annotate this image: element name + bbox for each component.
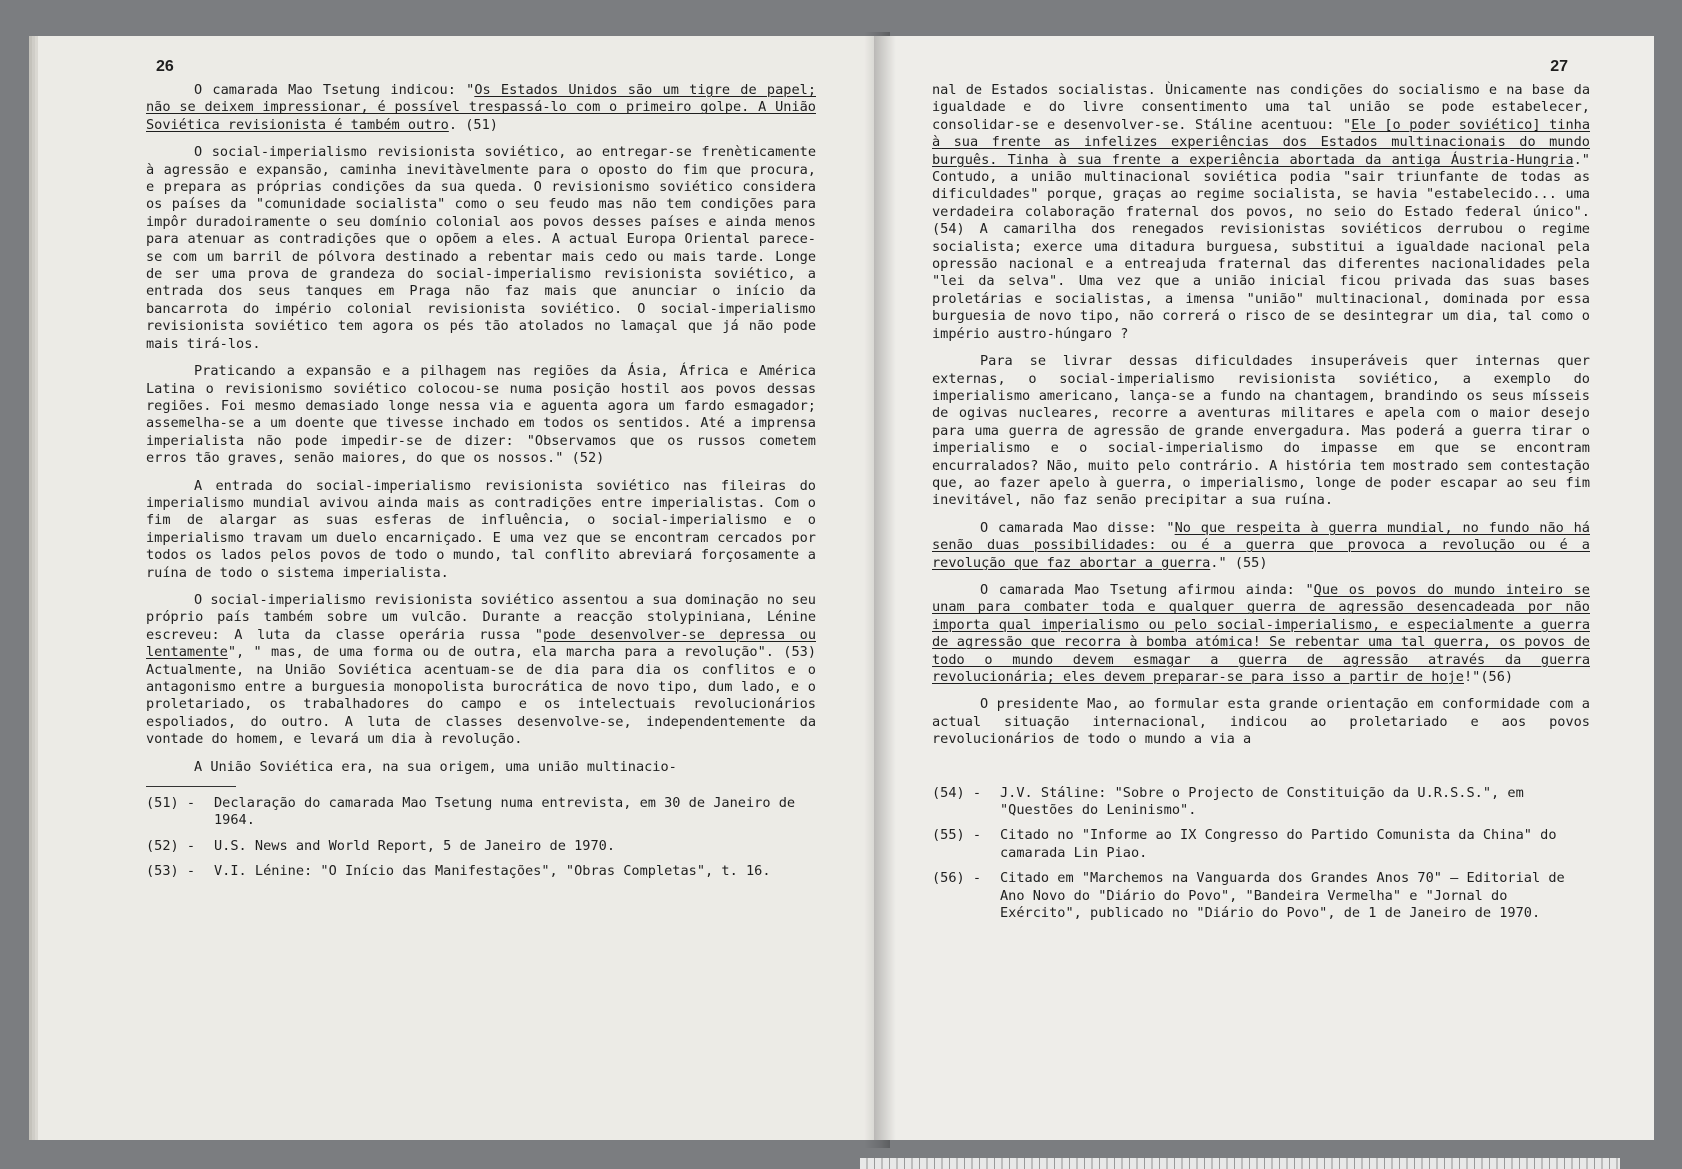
paragraph-text: O presidente Mao, ao formular esta grande orientação em conformidade com a actual situação internacional, indicou ao proletariado e aos povos revolucionários de todo o mundo a via a: [932, 696, 1590, 748]
paragraph-text: O camarada Mao Tsetung afirmou ainda: ": [980, 581, 1314, 598]
footnote: [146, 838, 816, 855]
text-column: [932, 82, 1590, 930]
footnote-text: J.V. Stáline: "Sobre o Projecto de Constituição da U.R.S.S.", em "Questões do Leninismo".: [1000, 784, 1524, 819]
paragraph-text: A União Soviética era, na sua origem, uma união multinacio-: [194, 758, 677, 775]
underlined-quote: pode desenvolver-se depressa ou lentamente: [146, 626, 817, 661]
underlined-quote: Os Estados Unidos são um tigre de papel; não se deixem impressionar, é possível trespassá-lo com o primeiro golpe. A União Soviética revisionista é também outro: [146, 82, 816, 133]
footnote: [146, 795, 816, 830]
paragraph-text: O social-imperialismo revisionista soviético, ao entregar-se frenèticamente à agressão e expansão, caminha inevitàvelmente para o oposto do fim que procura, e prepara as próprias condições da sua queda. O revisionismo soviético considera os países da "comunidade socialista" como o seu feudo mas não tem condições para impôr duradoiramente o seu domínio colonial aos povos desses países e ainda menos para atenuar as contradições que o opõem a eles. A actual Europa Oriental parece-se com um barril de pólvora destinado a rebentar mais cedo ou mais tarde. Longe de ser uma prova de grandeza do social-imperialismo revisionista soviético, a entrada dos seus tanques em Praga não faz mais que anunciar o início da bancarrota do império colonial revisionista soviético. O social-imperialismo revisionista soviético tem agora os pés tão atolados no lamaçal que já não pode mais tirá-los.: [146, 144, 816, 352]
paragraph: [146, 144, 816, 353]
paragraph-text: !"(56): [1463, 669, 1514, 685]
paragraph: [932, 582, 1590, 686]
paragraph-text: Para se livrar dessas dificuldades insuperáveis quer internas quer externas, o social-imperialismo revisionista soviético, a exemplo do imperialismo americano, lança-se a fundo na chantagem, brandindo os seus mísseis de ogivas nucleares, recorre a aventuras militares e apela com o maior desejo para uma guerra de agressão de grande envergadura. Mas poderá a guerra tirar o imperialismo e o social-imperialismo do impasse em que se encontram encurralados? Não, muito pelo contrário. A história tem mostrado sem contestação que, ao fazer apelo à guerra, o imperialismo, longe de poder escapar ao seu fim inevitável, não faz senão precipitar a sua ruína.: [932, 353, 1590, 509]
book-spread: [28, 32, 1654, 1148]
paragraph-text: O social-imperialismo revisionista soviético assentou a sua dominação no seu próprio país também sobre um vulcão. Durante a reacção stolypiniana, Lénine escreveu: A luta da classe operária russa ": [146, 591, 816, 643]
footnote: [932, 785, 1590, 820]
footnote-key: (53) -: [146, 863, 196, 880]
scan-color-bar: [860, 1158, 1620, 1169]
paragraph: [146, 759, 816, 776]
page-number: 27: [1550, 58, 1568, 75]
footnote-text: V.I. Lénine: "O Início das Manifestações", "Obras Completas", t. 16.: [214, 863, 771, 880]
paragraph-text: Praticando a expansão e a pilhagem nas regiões da Ásia, África e América Latina o revisionismo soviético colocou-se numa posição hostil aos povos dessas regiões. Foi mesmo demasiado longe nessa via e aguenta agora um fardo esmagador; assemelha-se a um doente que tivesse inchado em todos os sentidos. Até a imprensa imperialista não pode impedir-se de dizer: "Observamos que os russos cometem erros tão graves, senão maiores, do que os nossos." (52): [146, 363, 816, 467]
footnote: [146, 863, 816, 880]
underlined-quote: Ele [o poder soviético] tinha à sua frente as infelizes experiências dos Estados multinacionais do mundo burguês. Tinha à sua frente a experiência abortada da antiga Áustria-Hungria: [932, 116, 1591, 168]
paragraph: [146, 478, 816, 582]
paragraph-text: A entrada do social-imperialismo revisionista soviético nas fileiras do imperialismo mundial avivou ainda mais as contradições entre imperialistas. Com o fim de alargar as suas esferas de influência, o social-imperialismo e o imperialismo travam um duelo encarniçado. E uma vez que se encontram cercados por todos os lados pelos povos de todo o mundo, tal conflito abreviará forçosamente a ruína de todo o sistema imperialista.: [146, 477, 816, 581]
footnote-text: U.S. News and World Report, 5 de Janeiro de 1970.: [214, 837, 616, 854]
paragraph-text: ." Contudo, a união multinacional soviética podia "sair triunfante de todas as dificuldades" porque, graças ao regime socialista, se havia "estabelecido... uma verdadeira colaboração fraternal dos povos, no seio do Estado federal único". (54) A camarilha dos renegados revisionistas soviéticos derrubou o regime socialista; exerce uma ditadura burguesa, substitui a igualdade nacional pela opressão nacional e a entreajuda fraternal das diferentes nacionalidades pela "lei da selva". Uma vez que a união inicial ficou privada das suas bases proletárias e socialistas, a imensa "união" multinacional, dominada por essa burguesia de novo tipo, não correrá o risco de se desintegrar um dia, tal como o império austro-húngaro ?: [932, 151, 1590, 342]
page-number: 26: [156, 58, 174, 75]
footnote-rule: [146, 786, 236, 787]
paragraph-text: O camarada Mao disse: ": [980, 519, 1175, 536]
paragraph: [932, 82, 1590, 343]
paragraph: [932, 520, 1590, 572]
gutter-shadow: [874, 36, 896, 1140]
paragraph: [146, 592, 816, 749]
footnote-text: Citado em "Marchemos na Vanguarda dos Grandes Anos 70" — Editorial de Ano Novo do "Diário do Povo", "Bandeira Vermelha" e "Jornal do Exército", publicado no "Diário do Povo", de 1 de Janeiro de 1970.: [1000, 870, 1565, 922]
paragraph: [932, 696, 1590, 748]
paragraph-text: O camarada Mao Tsetung indicou: ": [194, 82, 475, 98]
paragraph-text: nal de Estados socialistas. Ùnicamente nas condições do socialismo e na base da igualdade e do livre consentimento uma tal união se pode estabelecer, consolidar-se e desenvolver-se. Stáline acentuou: ": [932, 82, 1590, 133]
left-page: [38, 36, 874, 1140]
paragraph-text: . (51): [448, 116, 498, 133]
footnote-key: (56) -: [932, 870, 982, 887]
underlined-quote: Que os povos do mundo inteiro se unam para combater toda e qualquer guerra de agressão desencadeada por não importa qual imperialismo ou pelo social-imperialismo, e especialmente a guerra de agressão que recorra à bomba atómica! Se rebentar uma tal guerra, os povos de todo o mundo devem esmagar a guerra de agressão através da guerra revolucionária; eles devem preparar-se para isso a partir de hoje: [932, 581, 1590, 685]
footnote-key: (52) -: [146, 837, 196, 854]
paragraph-text: ", " mas, de uma forma ou de outra, ela marcha para a revolução". (53) Actualmente, na União Soviética acentuam-se de dia para dia os conflitos e o antagonismo entre a burguesia monopolista burocrática de novo tipo, dum lado, e o proletariado, os trabalhadores do campo e os intelectuais revolucionários espoliados, do outro. A luta de classes desenvolve-se, independentemente da vontade do homem, e levará um dia à revolução.: [146, 644, 816, 748]
footnote-key: (51) -: [146, 795, 196, 812]
footnote-key: (55) -: [932, 827, 982, 844]
footnote: [932, 827, 1590, 862]
footnote-key: (54) -: [932, 784, 982, 801]
text-column: [146, 82, 816, 889]
footnote-text: Declaração do camarada Mao Tsetung numa entrevista, em 30 de Janeiro de 1964.: [214, 795, 796, 829]
footnote: [932, 870, 1590, 922]
paragraph: [146, 363, 816, 467]
paragraph: [932, 353, 1590, 510]
footnote-text: Citado no "Informe ao IX Congresso do Partido Comunista da China" do camarada Lin Piao.: [1000, 827, 1557, 861]
paragraph-text: ." (55): [1210, 554, 1268, 571]
right-page: [874, 36, 1654, 1140]
underlined-quote: No que respeita à guerra mundial, no fundo não há senão duas possibilidades: ou é a guerra que provoca a revolução ou é a revolução que faz abortar a guerra: [932, 519, 1590, 571]
paragraph: [146, 82, 816, 134]
